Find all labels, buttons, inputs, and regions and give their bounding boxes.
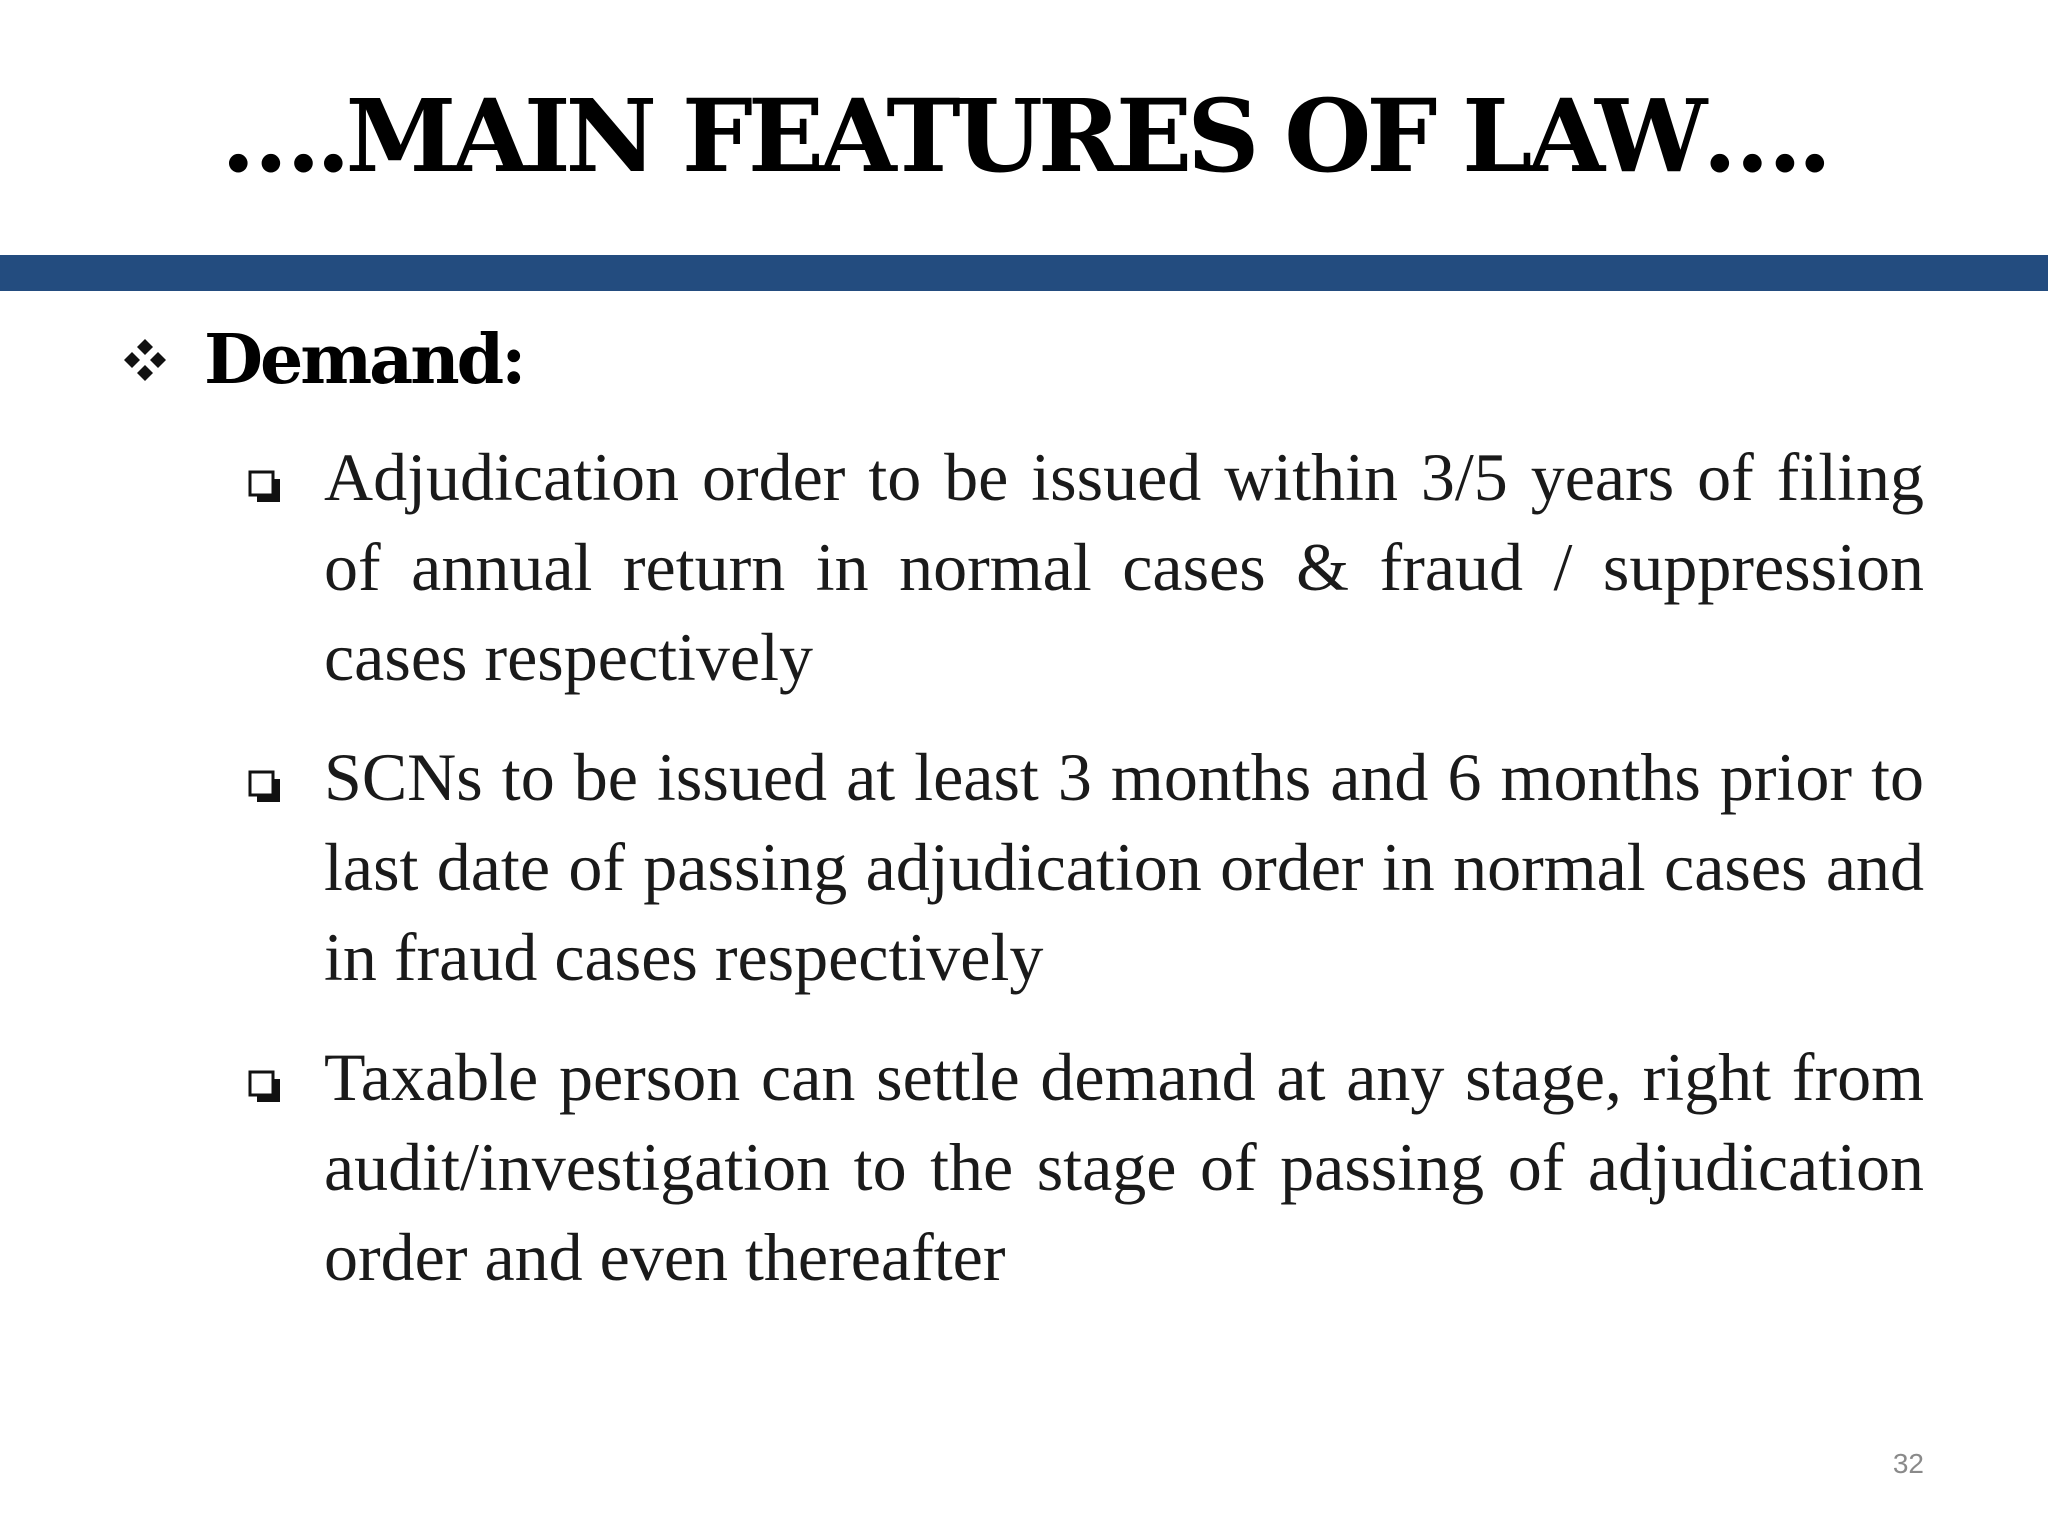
page-number: 32 (1892, 1448, 1924, 1479)
list-item (248, 732, 1924, 1002)
slide-title: ….MAIN FEATURES OF LAW…. (220, 77, 1828, 195)
list-item-text: Adjudication order to be issued within 3/5 years of filing of annual return in normal cases & fraud / suppression cases respectively (324, 439, 1924, 695)
list-item-text: SCNs to be issued at least 3 months and 6 months prior to last date of passing adjudication order in normal cases and in fraud cases respectively (324, 739, 1924, 995)
four-diamond-icon (122, 337, 168, 383)
shadowed-box-icon (248, 470, 282, 504)
list-item-text: Taxable person can settle demand at any stage, right from audit/investigation to the stage of passing of adjudication order and even thereafter (324, 1039, 1924, 1295)
bullet-list (248, 432, 1924, 1332)
section-heading-text: Demand: (204, 320, 524, 400)
shadowed-box-icon (248, 770, 282, 804)
list-item (248, 432, 1924, 702)
title-divider-bar (0, 255, 2048, 291)
list-item (248, 1032, 1924, 1302)
shadowed-box-icon (248, 1070, 282, 1104)
section-heading (122, 320, 523, 400)
